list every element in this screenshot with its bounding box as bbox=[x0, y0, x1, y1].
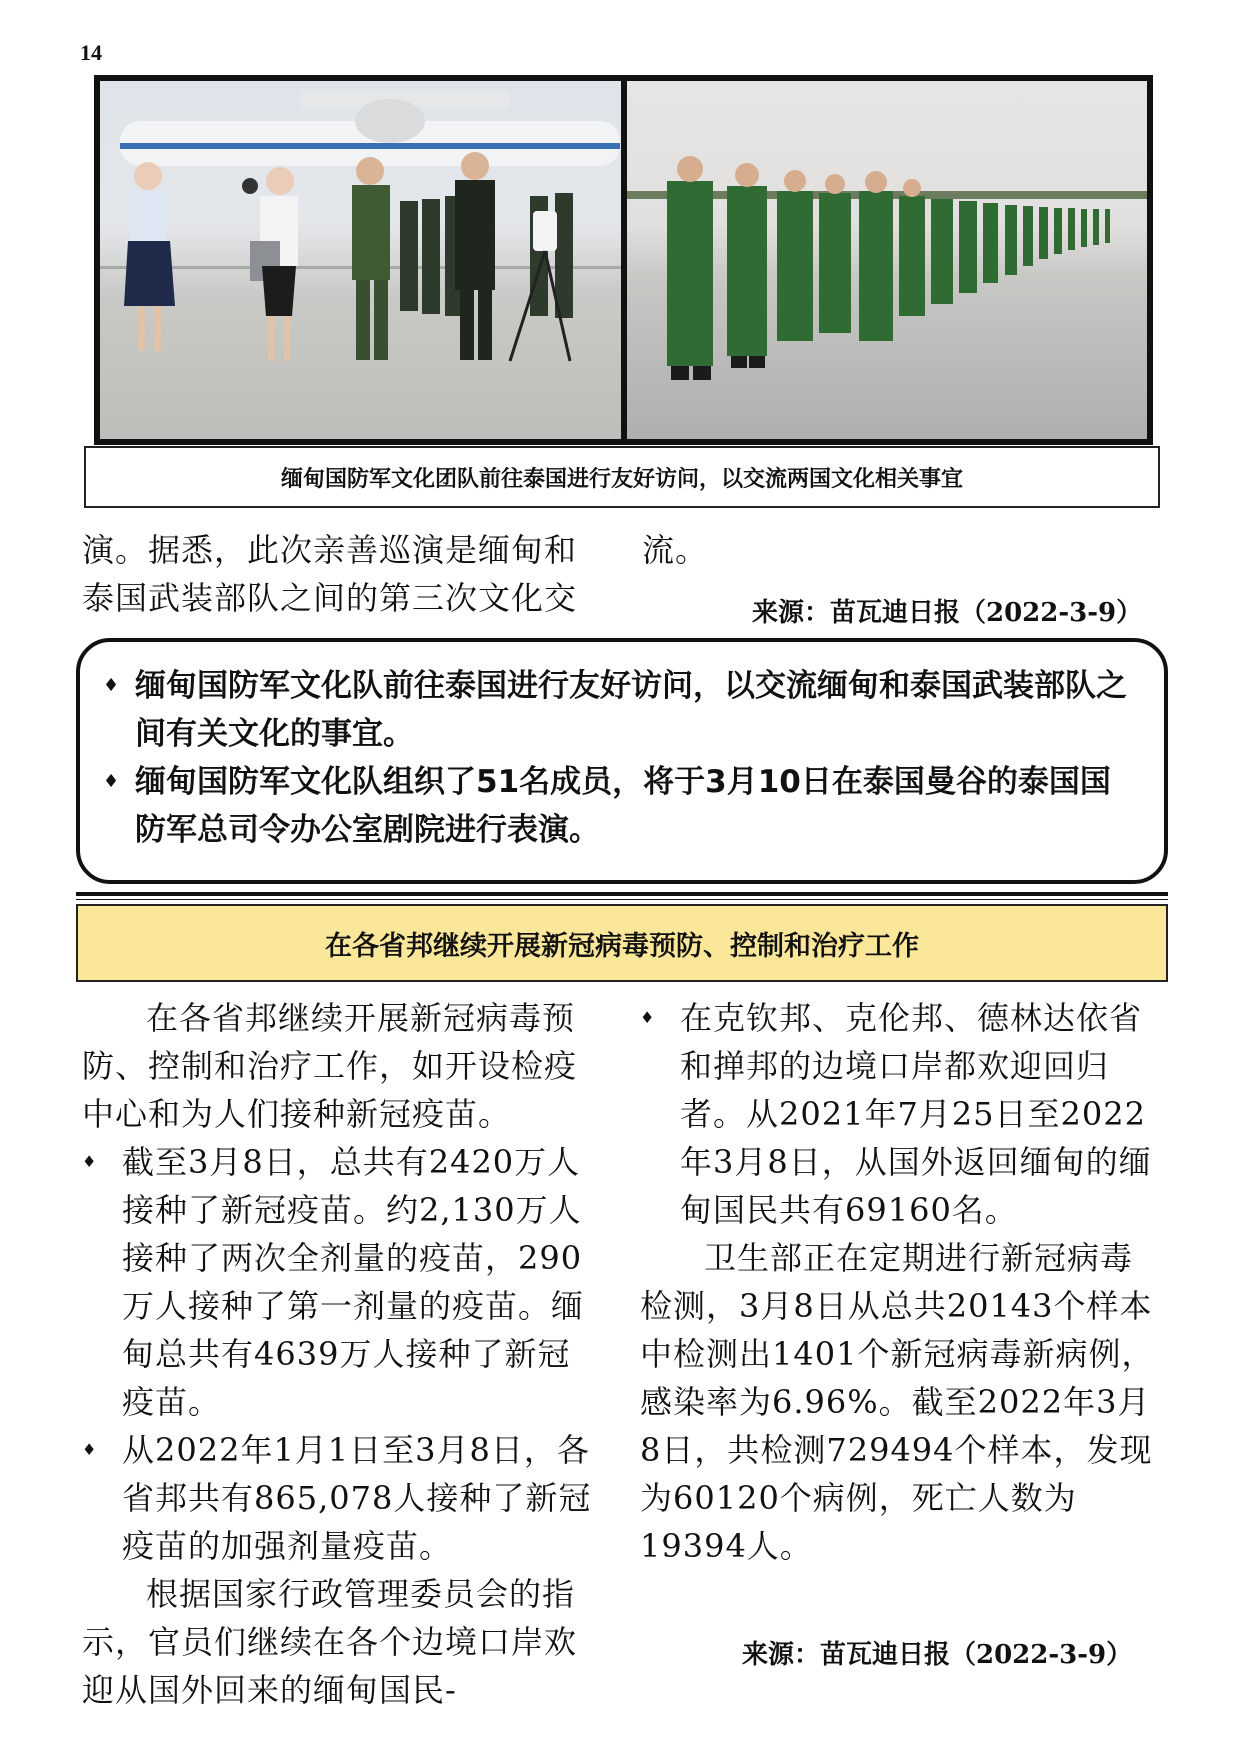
bullet-icon: ♦ bbox=[82, 1152, 98, 1171]
photo-soldiers-line bbox=[627, 81, 1147, 439]
bullet-icon: ♦ bbox=[103, 675, 120, 696]
bullet-item bbox=[640, 994, 1160, 1234]
bullet-icon: ♦ bbox=[103, 771, 120, 792]
section-title: 在各省邦继续开展新冠病毒预防、控制和治疗工作 bbox=[76, 904, 1168, 982]
source-citation: 来源：苗瓦迪日报（2022-3-9） bbox=[752, 598, 1143, 628]
highlight-text: 缅甸国防军文化队组织了51名成员，将于3月10日在泰国曼谷的泰国国防军总司令办公室剧院进行表演。 bbox=[135, 764, 1111, 848]
bullet-text: 从2022年1月1日至3月8日，各省邦共有865,078人接种了新冠疫苗的加强剂量疫苗。 bbox=[122, 1431, 592, 1565]
article-continuation-right: 流。 bbox=[642, 531, 709, 569]
bullet-text: 在克钦邦、克伦邦、德林达依省和掸邦的边境口岸都欢迎回归者。从2021年7月25日至2022年3月8日，从国外返回缅甸的缅甸国民共有69160名。 bbox=[680, 999, 1152, 1229]
article-paragraph: 卫生部正在定期进行新冠病毒检测，3月8日从总共20143个样本中检测出1401个新冠病毒新病例，感染率为6.96%。截至2022年3月8日，共检测729494个样本，发现为60120个病例，死亡人数为19394人。 bbox=[640, 1239, 1155, 1565]
photo-airport-welcome bbox=[100, 81, 621, 439]
article-paragraph: 根据国家行政管理委员会的指示，官员们继续在各个边境口岸欢迎从国外回来的缅甸国民- bbox=[82, 1575, 578, 1709]
bullet-icon: ♦ bbox=[82, 1440, 98, 1459]
highlight-item bbox=[103, 662, 1135, 758]
divider bbox=[76, 892, 1168, 896]
bullet-icon: ♦ bbox=[640, 1008, 656, 1027]
highlight-item bbox=[103, 758, 1135, 854]
highlights-box bbox=[76, 638, 1168, 884]
source-citation: 来源：苗瓦迪日报（2022-3-9） bbox=[742, 1640, 1133, 1670]
article-column-left bbox=[82, 994, 602, 1714]
bullet-item bbox=[82, 1138, 602, 1426]
highlight-text: 缅甸国防军文化队前往泰国进行友好访问，以交流缅甸和泰国武装部队之间有关文化的事宜。 bbox=[135, 668, 1127, 752]
article-paragraph: 在各省邦继续开展新冠病毒预防、控制和治疗工作，如开设检疫中心和为人们接种新冠疫苗。 bbox=[82, 999, 578, 1133]
photo-strip bbox=[94, 75, 1153, 445]
page-number: 14 bbox=[80, 40, 102, 65]
article-continuation-left: 演。据悉，此次亲善巡演是缅甸和泰国武装部队之间的第三次文化交 bbox=[82, 531, 578, 617]
divider bbox=[76, 899, 1168, 900]
photo-caption: 缅甸国防军文化团队前往泰国进行友好访问，以交流两国文化相关事宜 bbox=[84, 446, 1160, 508]
bullet-item bbox=[82, 1426, 602, 1570]
bullet-text: 截至3月8日，总共有2420万人接种了新冠疫苗。约2,130万人接种了两次全剂量的疫苗，290万人接种了第一剂量的疫苗。缅甸总共有4639万人接种了新冠疫苗。 bbox=[122, 1143, 585, 1421]
article-column-right bbox=[640, 994, 1160, 1570]
